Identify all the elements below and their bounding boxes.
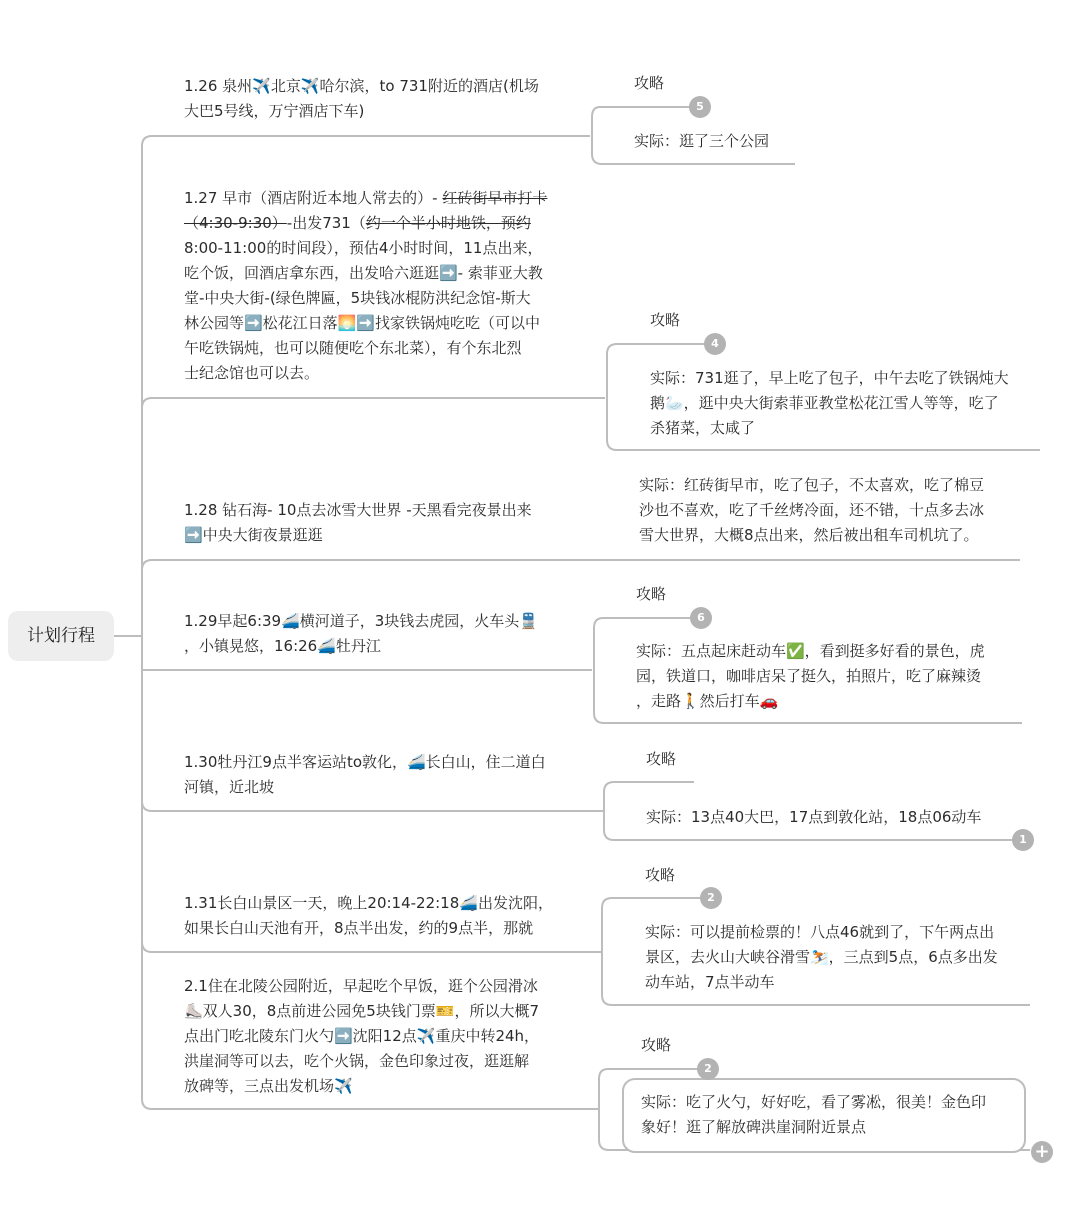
- topic-1-27-post: 8:00-11:00的时间段），预估4小时时间，11点出来， 吃个饭，回酒店拿东西，出发哈六逛逛➡️- 索菲亚大教 堂-中央大街-(绿色牌匾，5块钱冰棍防洪纪念馆-斯大 林公园等➡️松花江日落🌅➡️找家铁锅炖吃吃（可以中 午吃铁锅炖，也可以随便吃个东北菜），有个东北烈 士纪念馆也可以去。: [184, 239, 543, 382]
- topic-underline-1: [142, 136, 590, 146]
- count-badge-2[interactable]: 4: [704, 333, 726, 355]
- note-6[interactable]: 实际：可以提前检票的！八点46就到了，下午两点出 景区，去火山大峡谷滑雪⛷️，三点到5点，6点多出发 动车站，7点半动车: [645, 923, 998, 991]
- topic-underline-2: [142, 398, 605, 408]
- topic-1-27-mid: -出发731（: [286, 214, 366, 232]
- note-3[interactable]: 实际：红砖街早市，吃了包子，不太喜欢，吃了棉豆 沙也不喜欢，吃了千丝烤冷面，还不错，十点多去冰 雪大世界，大概8点出来，然后被出租车司机坑了。: [639, 476, 985, 544]
- guide-label-1[interactable]: 攻略: [634, 74, 665, 92]
- topic-1-31[interactable]: 1.31长白山景区一天，晚上20:14-22:18🚄出发沈阳， 如果长白山天池有开，8点半出发，约的9点半，那就: [184, 894, 553, 937]
- guide-label-6[interactable]: 攻略: [645, 866, 676, 884]
- note-4[interactable]: 实际：五点起床赶动车✅，看到挺多好看的景色，虎 园，铁道口，咖啡店呆了挺久，拍照片，吃了麻辣烫 ，走路🚶然后打车🚗: [636, 642, 985, 710]
- count-badge-5[interactable]: 1: [1012, 829, 1034, 851]
- topic-underline-5: [142, 801, 603, 811]
- topic-underline-6: [142, 942, 602, 952]
- count-badge-1[interactable]: 5: [689, 96, 711, 118]
- topic-1-30[interactable]: 1.30牡丹江9点半客运站to敦化，🚄长白山，住二道白 河镇，近北坡: [184, 753, 546, 796]
- topic-1-27-struck-2: 约一个半小时地铁，预约: [365, 214, 531, 232]
- count-badge-6[interactable]: 2: [700, 887, 722, 909]
- guide-label-2[interactable]: 攻略: [650, 311, 681, 329]
- topic-1-26[interactable]: 1.26 泉州✈️北京✈️哈尔滨，to 731附近的酒店(机场 大巴5号线，万宁酒店下车): [184, 77, 539, 120]
- note-1[interactable]: 实际：逛了三个公园: [634, 132, 770, 150]
- count-badge-7[interactable]: 2: [697, 1058, 719, 1080]
- topic-1-27-struck: 红砖街早市打卡 （4:30-9:30）: [184, 189, 548, 232]
- root-node[interactable]: 计划行程: [8, 611, 114, 661]
- topic-1-27-pre: 1.27 早市（酒店附近本地人常去的）-: [184, 189, 443, 207]
- topic-1-29[interactable]: 1.29早起6:39🚄横河道子，3块钱去虎园，火车头🚆 ，小镇晃悠，16:26🚄牡丹江: [184, 612, 538, 655]
- guide-label-5[interactable]: 攻略: [646, 750, 677, 768]
- topic-underline-3: [142, 560, 1020, 570]
- topic-underline-7: [142, 1099, 598, 1109]
- guide-label-7[interactable]: 攻略: [641, 1036, 672, 1054]
- note-5[interactable]: 实际：13点40大巴，17点到敦化站，18点06动车: [646, 808, 982, 826]
- note-2[interactable]: 实际：731逛了，早上吃了包子，中午去吃了铁锅炖大 鹅🦢，逛中央大街索菲亚教堂松花江雪人等等，吃了 杀猪菜，太咸了: [650, 369, 1009, 437]
- topic-1-27[interactable]: [184, 186, 576, 386]
- count-badge-4[interactable]: 6: [690, 607, 712, 629]
- topic-2-1[interactable]: 2.1住在北陵公园附近，早起吃个早饭，逛个公园滑冰 ⛸️双人30，8点前进公园免5块钱门票🎫，所以大概7 点出门吃北陵东门火勺➡️沈阳12点✈️重庆中转24h， 洪崖洞等可以去，吃个火锅，金色印象过夜，逛逛解 放碑等，三点出发机场✈️: [184, 977, 540, 1095]
- guide-label-4[interactable]: 攻略: [636, 585, 667, 603]
- topic-1-28[interactable]: 1.28 钻石海- 10点去冰雪大世界 -天黑看完夜景出来 ➡️中央大街夜景逛逛: [184, 501, 532, 544]
- note-7[interactable]: 实际：吃了火勺，好好吃，看了雾凇，很美！金色印 象好！逛了解放碑洪崖洞附近景点: [641, 1093, 987, 1136]
- add-node-icon[interactable]: +: [1031, 1141, 1053, 1163]
